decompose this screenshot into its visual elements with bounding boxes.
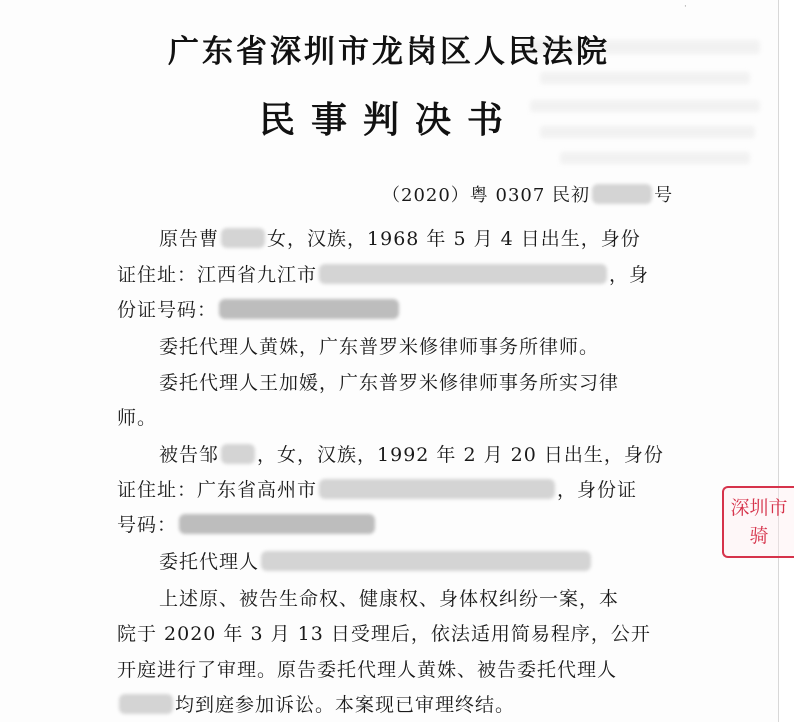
plaintiff-info: 女，汉族，1968 年 5 月 4 日出生，身份 [267,228,641,250]
paragraph-line-4 [117,692,515,718]
agent-2-line: 委托代理人王加媛，广东普罗米修律师事务所实习律 [159,372,620,394]
case-number-suffix: 号 [654,185,674,206]
redaction [221,228,265,248]
redaction [319,264,607,284]
paragraph-line-1: 上述原、被告生命权、健康权、身体权纠纷一案，本 [159,588,620,610]
redaction [221,444,255,464]
paragraph-line-2: 院于 2020 年 3 月 13 日受理后，依法适用简易程序，公开 [117,623,651,645]
defendant-label: 被告邹 [159,444,220,466]
defendant-line [159,442,664,468]
plaintiff-label: 原告曹 [159,228,220,250]
redaction [179,514,375,534]
document-type: 民事判决书 [258,99,519,141]
bleed-through [540,72,750,84]
plaintiff-line [159,226,641,252]
defendant-id-label: 号码： [117,514,178,536]
seal-text-1: 深圳市 [730,497,788,519]
agent-2-cont-line: 师。 [117,407,158,429]
defendant-address-line [117,477,637,503]
case-number-prefix: （2020）粤 0307 民初 [382,185,591,206]
redaction [119,694,173,714]
defendant-info: ，女，汉族，1992 年 2 月 20 日出生，身份 [257,444,664,466]
redaction [261,551,591,571]
defendant-address: 证住址：广东省高州市 [117,479,318,501]
court-name: 广东省深圳市龙岗区人民法院 [168,34,610,70]
defendant-id-line [117,512,377,538]
plaintiff-address: 证住址：江西省九江市 [117,264,318,286]
redaction [592,184,652,204]
plaintiff-address-line [117,262,649,288]
seal-text-2: 骑 [749,525,769,547]
court-seal [722,486,794,558]
bleed-through [560,152,750,164]
agent-1-line: 委托代理人黄姝，广东普罗米修律师事务所律师。 [159,336,600,358]
defendant-address-end: ，身份证 [557,479,638,501]
defendant-agent-label: 委托代理人 [159,551,260,573]
case-number [382,183,673,209]
defendant-agent-line [159,549,593,575]
paragraph-text-4: 均到庭参加诉讼。本案现已审理终结。 [175,694,516,716]
plaintiff-address-end: ，身 [609,264,650,286]
redaction [319,479,555,499]
redaction [219,299,399,319]
paragraph-line-3: 开庭进行了审理。原告委托代理人黄姝、被告委托代理人 [117,659,618,681]
plaintiff-id-label: 份证号码： [117,299,218,321]
plaintiff-id-line [117,297,401,323]
corner-mark: · [684,2,687,12]
